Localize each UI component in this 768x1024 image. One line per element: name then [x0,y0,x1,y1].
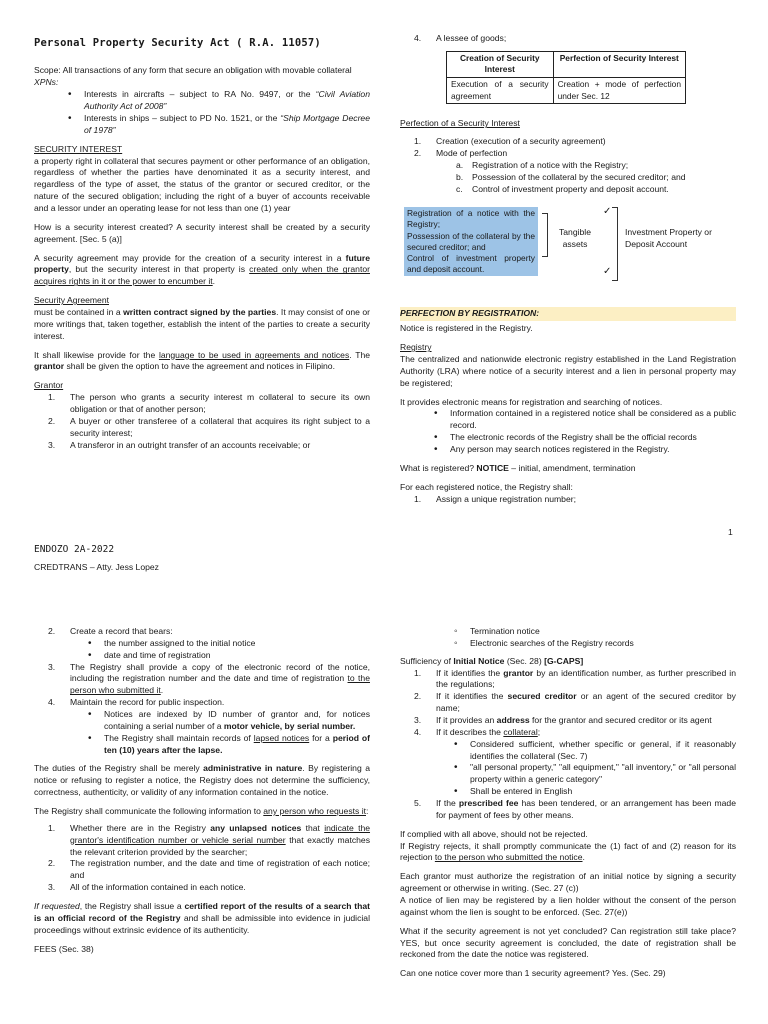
footer-course: CREDTRANS – Atty. Jess Lopez [34,562,159,572]
security-agreement-text: must be contained in a written contract signed by the parties. It may consist of one or more writings that, taken together, establish the intent of the parties to create a security interest. [34,306,370,341]
collateral-list [454,739,736,798]
future-property-text: A security agreement may provide for the creation of a security interest in a future property, but the security interest in that property is created only when the grantor acquires rights in it or the power to encumber it. [34,252,370,287]
list-item: 1. Assign a unique registration number; [414,493,576,504]
public-inspection-list [88,709,370,756]
registry-duties-list-more [48,662,370,709]
list-item: 1. Creation (execution of a security agreement) [414,136,606,147]
not-concluded-text: What if the security agreement is not yet concluded? Can registration still take place? YES, but once security agreement is concluded, the date of registration shall be reckoned from the date the notice was registered. [400,925,736,960]
list-item: • Information contained in a registered notice shall be considered as a public record. [434,408,736,432]
fees-list-continued [454,626,736,650]
list-item: 4. A lessee of goods; [414,33,507,43]
table-header: Perfection of Security Interest [553,51,685,77]
list-item: c. Control of investment property and deposit account. [456,183,669,194]
list-item: • Notices are indexed by ID number of grantor and, for notices containing a serial number of a motor vehicle, by serial number. [88,709,370,733]
list-item: 5. If the prescribed fee has been tendered, or an arrangement has been made for payment of fees by other means. [414,798,736,820]
list-item: • Considered sufficient, whether specific or general, if it reasonably identifies the collateral (Sec. 7) [454,739,736,763]
list-item: 2. If it identifies the secured creditor or an agent of the secured creditor by name; [414,691,736,714]
security-interest-definition: a property right in collateral that secures payment or other performance of an obligation, regardless of whether the parties have denominated it as a security interest, and regardless of the type of asset, the status of the grantor or secured creditor, or the nature of the secured obligation; including the right of a buyer of accounts receivable and a lessor under an operating lease for not less than one (1) year [34,155,370,213]
list-item: 2. Mode of perfection [414,147,508,158]
check-icon: ✓ [603,206,612,218]
registry-provides-list [434,408,736,455]
page-number: 1 [728,527,733,537]
list-item: • The Registry shall maintain records of lapsed notices for a period of ten (10) years after the lapse. [88,733,370,757]
mode-control: Control of investment property and deposit account. [407,252,535,274]
investment-brace [612,207,618,281]
communicate-list [48,823,370,894]
registry-duties-list [414,494,736,506]
list-item: 1. The person who grants a security interest m collateral to secure its own obligation or that of another person; [48,392,370,414]
list-item: 4. If it describes the collateral; [414,726,541,737]
certified-report-text: If requested, the Registry shall issue a certified report of the results of a search that is an official record of the Registry and shall be admissible into evidence in judicial proceedings without extrinsic evidence of its authenticity. [34,901,371,935]
footer-author: ENDOZO 2A-2022 [34,544,115,555]
list-item: • Interests in aircrafts – subject to RA No. 9497, or the “Civil Aviation Authority Act of 2008” [68,89,370,113]
list-item: 2. A buyer or other transferee of a collateral that acquires its right subject to a security interest; [48,415,370,438]
what-registered-text: What is registered? NOTICE – initial, amendment, termination [400,462,636,473]
list-item: 1. Whether there are in the Registry any unlapsed notices that indicate the grantor's identification number or vehicle serial number that exactly matches the relevant criterion provided by the searcher; [48,822,371,857]
notice-of-lien-text: A notice of lien may be registered by a lien holder without the consent of the person against whom the lien is sought to be enforced. (Sec. 27(e)) [400,895,736,917]
list-item: • "all personal property," "all equipment," "all inventory," or "all personal property within a generic category" [454,762,736,786]
perfection-by-registration-heading: PERFECTION BY REGISTRATION: [400,307,736,321]
page2-left-column [34,626,370,955]
mode-possession: Possession of the collateral by the secured creditor; and [407,230,535,252]
registry-duties-text: The duties of the Registry shall be merely administrative in nature. By registering a notice or refusing to register a notice, the Registry does not determine the sufficiency, correctness, authenticity, or validity of any information contained in the notice. [34,763,370,798]
list-item: 2. Create a record that bears: [48,626,173,636]
list-item: 4. Maintain the record for public inspection. [48,697,225,708]
each-registered-notice-text: For each registered notice, the Registry shall: [400,481,573,492]
registry-provides-text: It provides electronic means for registration and searching of notices. [400,396,663,407]
modes-box [404,207,538,276]
perfection-modes-list [456,160,736,196]
list-item: 3. If it provides an address for the grantor and secured creditor or its agent [414,715,712,726]
list-item: • date and time of registration [88,650,370,662]
list-item: b. Possession of the collateral by the secured creditor; and [456,171,686,182]
sufficiency-list-continued [414,798,736,822]
list-item: 3. A transferor in an outright transfer of an accounts receivable; or [48,439,311,450]
perfection-mode-diagram [400,207,736,293]
investment-property-label: Investment Property or Deposit Account [625,227,712,250]
scope-text: Scope: All transactions of any form that secure an obligation with movable collateral [34,65,352,76]
grantor-list [48,392,370,451]
security-agreement-heading: Security Agreement [34,295,109,306]
sufficiency-heading: Sufficiency of Initial Notice (Sec. 28) [G-CAPS] [400,655,584,666]
record-fields-list [88,638,370,662]
page1-left-column [34,36,370,458]
xpns-label: XPNs: [34,77,59,88]
authorize-registration-text: Each grantor must authorize the registration of an initial notice by signing a security agreement or otherwise in writing. (Sec. 27 (c)) [400,871,736,894]
fees-heading: FEES (Sec. 38) [34,943,94,954]
one-notice-text: Can one notice cover more than 1 security agreement? Yes. (Sec. 29) [400,968,666,979]
security-interest-heading: SECURITY INTEREST [34,143,123,154]
list-item: ◦ Electronic searches of the Registry records [454,638,736,650]
list-item: • Any person may search notices registered in the Registry. [434,444,736,456]
notice-registered-text: Notice is registered in the Registry. [400,323,533,334]
tangible-assets-label: Tangible assets [558,227,591,250]
list-item: 2. The registration number, and the date and time of registration of each notice; and [48,858,370,881]
list-item: a. Registration of a notice with the Registry; [456,159,629,170]
page2-right-column [400,626,736,987]
rejection-text: If Registry rejects, it shall promptly communicate the (1) fact of and (2) reason for its rejection to the person who submitted the notice. [400,840,736,863]
table-cell: Execution of a security agreement [447,78,554,104]
creation-perfection-table [446,51,686,104]
list-item: • The electronic records of the Registry shall be the official records [434,432,736,444]
list-item: ◦ Termination notice [454,626,736,638]
table-header: Creation of Security Interest [447,51,554,77]
perfection-list [414,136,736,160]
list-item: • Interests in ships – subject to PD No. 1521, or the “Ship Mortgage Decree of 1978” [68,113,370,137]
grantor-heading: Grantor [34,380,64,391]
page1-right-column [400,33,736,512]
registry-heading: Registry [400,342,432,353]
sufficiency-list [414,668,736,739]
communicate-text: The Registry shall communicate the following information to any person who requests it: [34,806,369,817]
language-text: It shall likewise provide for the language to be used in agreements and notices. The grantor shall be given the option to have the agreement and notices in Filipino. [34,349,370,372]
table-cell: Creation + mode of perfection under Sec. 12 [553,78,685,104]
list-item: 3. The Registry shall provide a copy of the electronic record of the notice, including the registration number and the date and time of registration to the person who submitted it. [48,661,370,696]
list-item: 1. If it identifies the grantor by an identification number, as further prescribed in the regulations; [414,667,736,690]
perfection-heading: Perfection of a Security Interest [400,118,520,129]
list-item: 3. All of the information contained in each notice. [48,882,246,893]
list-item: • Shall be entered in English [454,786,736,798]
xpn-list [68,89,370,136]
list-item: • the number assigned to the initial notice [88,638,370,650]
complied-text: If complied with all above, should not be rejected. [400,828,588,839]
check-icon: ✓ [603,266,612,278]
grantor-list-continued [414,33,736,45]
mode-registration: Registration of a notice with the Registry; [407,208,535,230]
how-created-text: How is a security interest created? A security interest shall be created by a security agreement. [Sec. 5 (a)] [34,221,370,244]
registry-definition: The centralized and nationwide electronic registry established in the Land Registration Authority (LRA) where notice of a security interest and a lien in personal property may be registered; [400,353,736,388]
tangible-brace [542,213,548,257]
registry-duties-list-continued [48,626,370,638]
document-title: Personal Property Security Act ( R.A. 11057) [34,37,321,49]
